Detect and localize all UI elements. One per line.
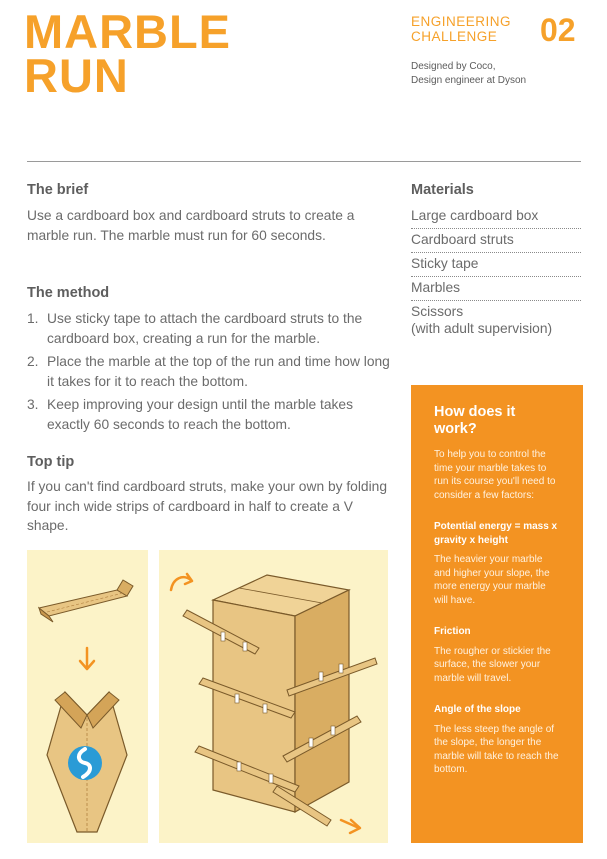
how-it-works-panel [411, 385, 583, 843]
marble-run-box-illustration [183, 575, 377, 826]
step-text: Keep improving your design until the marble takes exactly 60 seconds to reach the bottom. [47, 397, 353, 432]
marble-run-illustration-svg [159, 550, 388, 843]
cardboard-strut-illustration [39, 580, 133, 622]
engineering-label-line-2: CHALLENGE [411, 29, 498, 44]
strut-illustration-svg [27, 550, 148, 843]
how-it-works-intro: To help you to control the time your marble takes to run its course you'll need to consider a few factors: [434, 449, 556, 501]
material-item: Cardboard struts [411, 229, 581, 253]
header-divider [27, 161, 581, 162]
engineering-label-line-1: ENGINEERING [411, 14, 512, 29]
title-line-1: MARBLE [24, 5, 232, 58]
factor-title: Angle of the slope [434, 704, 521, 715]
step-number: 1. [27, 311, 39, 326]
material-item-scissors: Scissors [411, 304, 464, 319]
brief-text: Use a cardboard box and cardboard struts to create a marble run. The marble must run for 60 seconds. [27, 208, 355, 243]
designer-credit [411, 60, 526, 88]
step-number: 3. [27, 397, 39, 412]
method-step [27, 352, 397, 391]
designer-line-2: Design engineer at Dyson [411, 75, 527, 86]
factor-text: The less steep the angle of the slope, the longer the marble will take to reach the bottom. [434, 723, 559, 775]
method-steps [27, 309, 397, 438]
title-line-2: RUN [24, 49, 129, 102]
material-item: Marbles [411, 277, 581, 301]
method-step [27, 309, 397, 348]
how-it-works-heading: How does it work? [434, 404, 516, 437]
materials-heading: Materials [411, 182, 474, 198]
factor-text: The heavier your marble and higher your slope, the more energy your marble will have. [434, 554, 550, 606]
factor-title: Potential energy = mass x gravity x height [434, 521, 558, 546]
top-tip-text: If you can't find cardboard struts, make your own by folding four inch wide strips of cardboard in half to create a V shape. [27, 479, 388, 533]
step-text: Place the marble at the top of the run and time how long it takes for it to reach the bottom. [47, 354, 390, 389]
down-arrow-icon [80, 648, 94, 669]
material-item [411, 301, 581, 337]
curved-arrow-icon [171, 574, 192, 590]
method-step [27, 395, 397, 434]
material-item: Large cardboard box [411, 205, 581, 229]
step-text: Use sticky tape to attach the cardboard struts to the cardboard box, creating a run for the marble. [47, 311, 363, 346]
page-title [24, 5, 232, 102]
challenge-number: 02 [540, 12, 576, 48]
material-item-note: (with adult supervision) [411, 321, 553, 336]
dyson-logo-icon [68, 746, 102, 780]
step-number: 2. [27, 354, 39, 369]
factor-text: The rougher or stickier the surface, the slower your marble will travel. [434, 645, 551, 684]
marble-run-illustration-panel [159, 550, 388, 843]
materials-list [411, 205, 581, 337]
strut-illustration-panel [27, 550, 148, 843]
top-tip-heading: Top tip [27, 454, 75, 470]
material-item: Sticky tape [411, 253, 581, 277]
designer-line-1: Designed by Coco, [411, 61, 496, 72]
engineering-challenge-label [411, 14, 511, 44]
exit-arrow-icon [341, 820, 360, 833]
factor-title: Friction [434, 626, 471, 637]
brief-heading: The brief [27, 182, 89, 198]
method-heading: The method [27, 285, 110, 301]
